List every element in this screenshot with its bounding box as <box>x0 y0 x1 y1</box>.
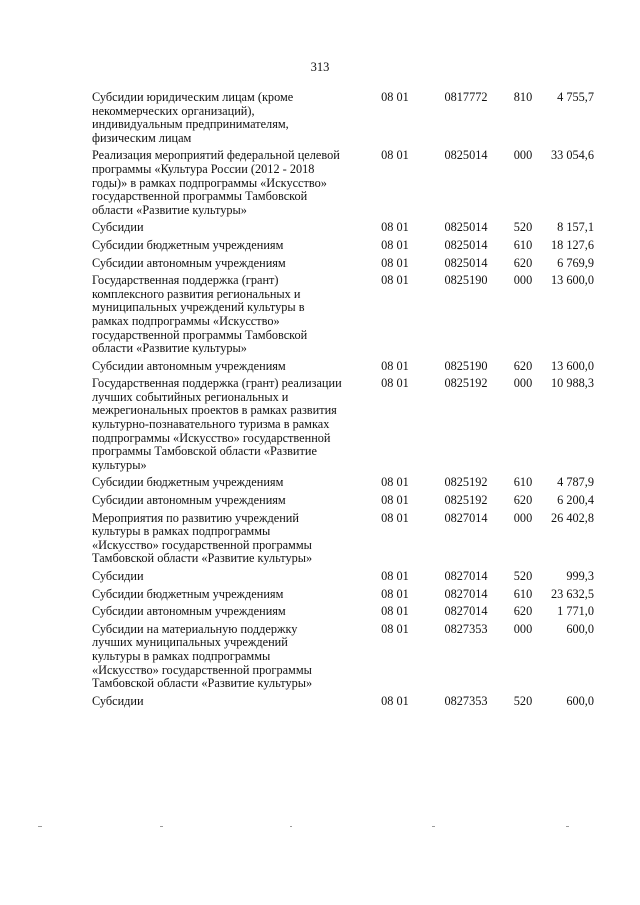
section-code: 08 01 <box>381 693 409 708</box>
expense-type-code: 620 <box>513 358 533 373</box>
amount: 6 769,9 <box>557 255 594 270</box>
amount: 13 600,0 <box>550 273 594 288</box>
target-code: 0825192 <box>444 475 488 490</box>
expense-type-code: 000 <box>513 376 533 391</box>
expense-type-code: 610 <box>513 237 533 252</box>
scan-artifact <box>290 826 292 827</box>
target-code: 0827014 <box>444 510 488 525</box>
item-name: Государственная поддержка (грант) комплексного развития региональных и муниципальных учреждений культуры в рамках подпрограммы «Искусство» государственной программы Тамбовской области «Развитие культуры» <box>92 273 308 356</box>
amount: 6 200,4 <box>557 493 594 508</box>
target-code: 0825014 <box>444 220 488 235</box>
scan-footer-marks <box>0 826 640 830</box>
table-row <box>92 476 594 490</box>
expense-type-code: 000 <box>513 510 533 525</box>
target-code: 0825014 <box>444 148 488 163</box>
target-code: 0825192 <box>444 376 488 391</box>
section-code: 08 01 <box>381 273 409 288</box>
budget-table <box>92 91 594 708</box>
expense-type-code: 520 <box>513 220 533 235</box>
target-code: 0825192 <box>444 493 488 508</box>
table-row <box>92 149 594 217</box>
amount: 10 988,3 <box>550 376 594 391</box>
scan-artifact <box>432 826 435 827</box>
item-name: Субсидии автономным учреждениям <box>92 604 286 619</box>
section-code: 08 01 <box>381 510 409 525</box>
table-row <box>92 695 594 709</box>
item-name: Субсидии <box>92 220 144 235</box>
item-name: Субсидии автономным учреждениям <box>92 358 286 373</box>
amount: 600,0 <box>566 621 594 636</box>
table-row <box>92 512 594 566</box>
expense-type-code: 610 <box>513 586 533 601</box>
item-name: Субсидии автономным учреждениям <box>92 255 286 270</box>
table-row <box>92 257 594 271</box>
target-code: 0825014 <box>444 237 488 252</box>
target-code: 0827014 <box>444 604 488 619</box>
expense-type-code: 520 <box>513 569 533 583</box>
table-row <box>92 623 594 691</box>
scan-artifact <box>160 826 163 827</box>
expense-type-code: 000 <box>513 273 533 288</box>
item-name: Реализация мероприятий федеральной целевой программы «Культура России (2012 - 2018 годы)» в рамках подпрограммы «Искусство» государственной программы Тамбовской области «Развитие культуры» <box>92 148 340 217</box>
item-name: Мероприятия по развитию учреждений культуры в рамках подпрограммы «Искусство» государственной программы Тамбовской области «Развитие культуры» <box>92 510 313 566</box>
item-name: Субсидии <box>92 569 144 583</box>
section-code: 08 01 <box>381 493 409 508</box>
amount: 600,0 <box>566 693 594 708</box>
section-code: 08 01 <box>381 148 409 163</box>
item-name: Субсидии бюджетным учреждениям <box>92 237 284 252</box>
section-code: 08 01 <box>381 586 409 601</box>
expense-type-code: 620 <box>513 604 533 619</box>
amount: 8 157,1 <box>557 220 594 235</box>
table-row <box>92 360 594 374</box>
table-row <box>92 494 594 508</box>
table-row <box>92 570 594 584</box>
page-number: 313 <box>310 60 330 74</box>
amount: 4 787,9 <box>557 475 594 490</box>
section-code: 08 01 <box>381 376 409 391</box>
amount: 18 127,6 <box>550 237 594 252</box>
item-name: Субсидии <box>92 693 144 708</box>
item-name: Субсидии бюджетным учреждениям <box>92 586 284 601</box>
expense-type-code: 810 <box>513 90 533 104</box>
table-row <box>92 239 594 253</box>
item-name: Субсидии на материальную поддержку лучших муниципальных учреждений культуры в рамках подпрограммы «Искусство» государственной программы Тамбовской области «Развитие культуры» <box>92 621 313 691</box>
expense-type-code: 620 <box>513 493 533 508</box>
expense-type-code: 610 <box>513 475 533 490</box>
amount: 33 054,6 <box>550 148 594 163</box>
section-code: 08 01 <box>381 621 409 636</box>
amount: 4 755,7 <box>557 90 594 104</box>
target-code: 0825190 <box>444 273 488 288</box>
scan-artifact <box>38 826 42 827</box>
amount: 23 632,5 <box>550 586 594 601</box>
section-code: 08 01 <box>381 475 409 490</box>
item-name: Субсидии автономным учреждениям <box>92 493 286 508</box>
expense-type-code: 000 <box>513 621 533 636</box>
section-code: 08 01 <box>381 90 409 104</box>
table-row <box>92 221 594 235</box>
section-code: 08 01 <box>381 569 409 583</box>
table-row <box>92 91 594 145</box>
table-row <box>92 605 594 619</box>
amount: 1 771,0 <box>557 604 594 619</box>
scan-artifact <box>566 826 569 827</box>
table-row <box>92 274 594 356</box>
target-code: 0827014 <box>444 569 488 583</box>
item-name: Государственная поддержка (грант) реализации лучших событийных региональных и межрегиональных проектов в рамках развития культурно-познавательного туризма в рамках подпрограммы «Искусство» государственной программы Тамбовской области «Развитие культуры» <box>92 376 342 472</box>
amount: 999,3 <box>566 569 594 583</box>
target-code: 0827353 <box>444 621 488 636</box>
section-code: 08 01 <box>381 255 409 270</box>
target-code: 0827014 <box>444 586 488 601</box>
target-code: 0825014 <box>444 255 488 270</box>
amount: 26 402,8 <box>550 510 594 525</box>
section-code: 08 01 <box>381 358 409 373</box>
expense-type-code: 520 <box>513 693 533 708</box>
section-code: 08 01 <box>381 220 409 235</box>
item-name: Субсидии юридическим лицам (кроме некоммерческих организаций), индивидуальным предпринимателям, физическим лицам <box>92 90 294 145</box>
amount: 13 600,0 <box>550 358 594 373</box>
target-code: 0817772 <box>444 90 488 104</box>
table-row <box>92 377 594 472</box>
target-code: 0827353 <box>444 693 488 708</box>
expense-type-code: 620 <box>513 255 533 270</box>
section-code: 08 01 <box>381 237 409 252</box>
section-code: 08 01 <box>381 604 409 619</box>
expense-type-code: 000 <box>513 148 533 163</box>
item-name: Субсидии бюджетным учреждениям <box>92 475 284 490</box>
table-row <box>92 588 594 602</box>
target-code: 0825190 <box>444 358 488 373</box>
